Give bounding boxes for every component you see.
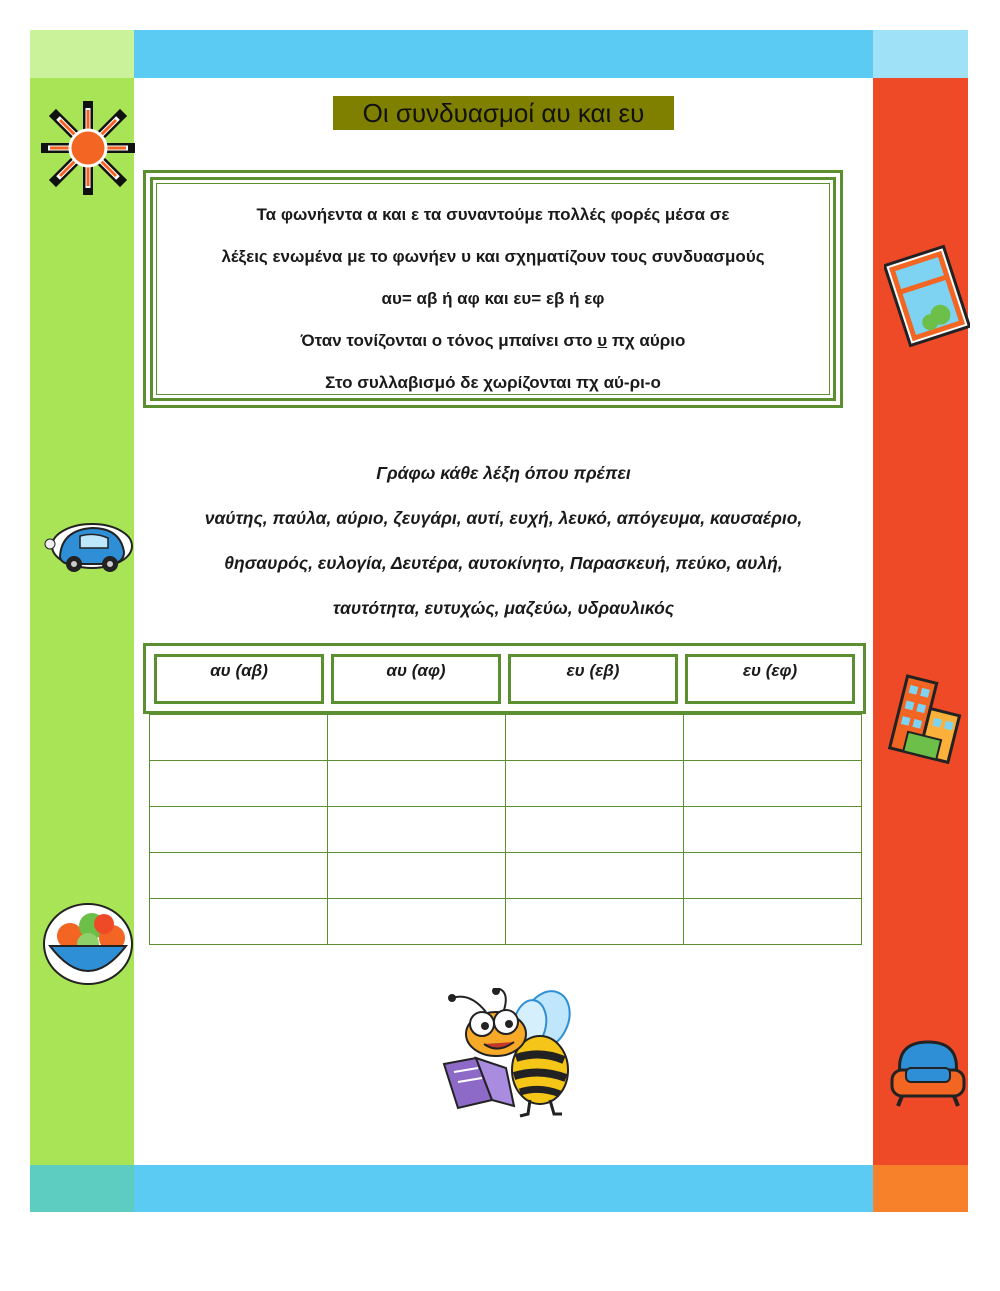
info-line-4-pre: Όταν τονίζονται ο τόνος μπαίνει στο [300,331,598,350]
page-title: Οι συνδυασμοί αυ και ευ [333,96,674,130]
header-cell-au-av: αυ (αβ) [154,654,324,704]
info-line-5: Στο συλλαβισμό δε χωρίζονται πχ αύ-ρι-ο [325,373,661,392]
info-line-3: αυ= αβ ή αφ και ευ= εβ ή εφ [381,289,605,308]
table-row [150,807,862,853]
answer-cell[interactable] [684,807,862,853]
building-icon [884,672,970,764]
table-row [150,853,862,899]
answer-cell[interactable] [506,761,684,807]
frame-bottom-right [873,1165,968,1212]
word-list-row-2: θησαυρός, ευλογία, Δευτέρα, αυτοκίνητο, Παρασκευή, πεύκο, αυλή, [224,553,783,573]
answer-cell[interactable] [150,715,328,761]
car-icon [42,516,134,578]
info-line-1: Τα φωνήεντα α και ε τα συναντούμε πολλές φορές μέσα σε [256,205,730,224]
table-row [150,715,862,761]
info-line-4-post: πχ αύριο [607,331,686,350]
frame-bottom-left [30,1165,134,1212]
frame-top-bar [134,30,873,78]
answer-cell[interactable] [328,761,506,807]
table-row [150,761,862,807]
answer-cell[interactable] [328,715,506,761]
frame-top-right [873,30,968,78]
answer-cell[interactable] [506,899,684,945]
answer-cell[interactable] [684,899,862,945]
info-line-4-u: υ [597,331,608,350]
answer-cell[interactable] [150,853,328,899]
window-icon [884,244,970,348]
bee-reading-icon [430,988,580,1118]
answer-cell[interactable] [328,899,506,945]
answer-cell[interactable] [684,853,862,899]
answer-cell[interactable] [328,807,506,853]
sun-icon [40,100,136,196]
answer-cell[interactable] [506,807,684,853]
word-list-row-3: ταυτότητα, ευτυχώς, μαζεύω, υδραυλικός [332,598,675,618]
fruit-bowl-icon [42,900,134,986]
table-row [150,899,862,945]
answer-cell[interactable] [150,761,328,807]
answer-cell[interactable] [150,899,328,945]
answer-cell[interactable] [684,761,862,807]
answer-table [149,714,862,945]
armchair-icon [884,1034,970,1110]
table-header [143,643,866,714]
info-line-2: λέξεις ενωμένα με το φωνήεν υ και σχηματίζουν τους συνδυασμούς [221,247,765,266]
answer-cell[interactable] [328,853,506,899]
frame-top-left [30,30,134,78]
header-cell-au-af: αυ (αφ) [331,654,501,704]
info-line-4 [143,331,843,351]
frame-right-bar [873,78,968,1165]
answer-cell[interactable] [506,715,684,761]
answer-cell[interactable] [506,853,684,899]
answer-cell[interactable] [684,715,862,761]
answer-cell[interactable] [150,807,328,853]
word-list-row-1: ναύτης, παύλα, αύριο, ζευγάρι, αυτί, ευχή, λευκό, απόγευμα, καυσαέριο, [204,508,803,528]
frame-left-bar [30,78,134,1165]
frame-bottom-bar [134,1165,873,1212]
instruction-text: Γράφω κάθε λέξη όπου πρέπει [376,463,631,483]
header-cell-eu-ev: ευ (εβ) [508,654,678,704]
header-cell-eu-ef: ευ (εφ) [685,654,855,704]
